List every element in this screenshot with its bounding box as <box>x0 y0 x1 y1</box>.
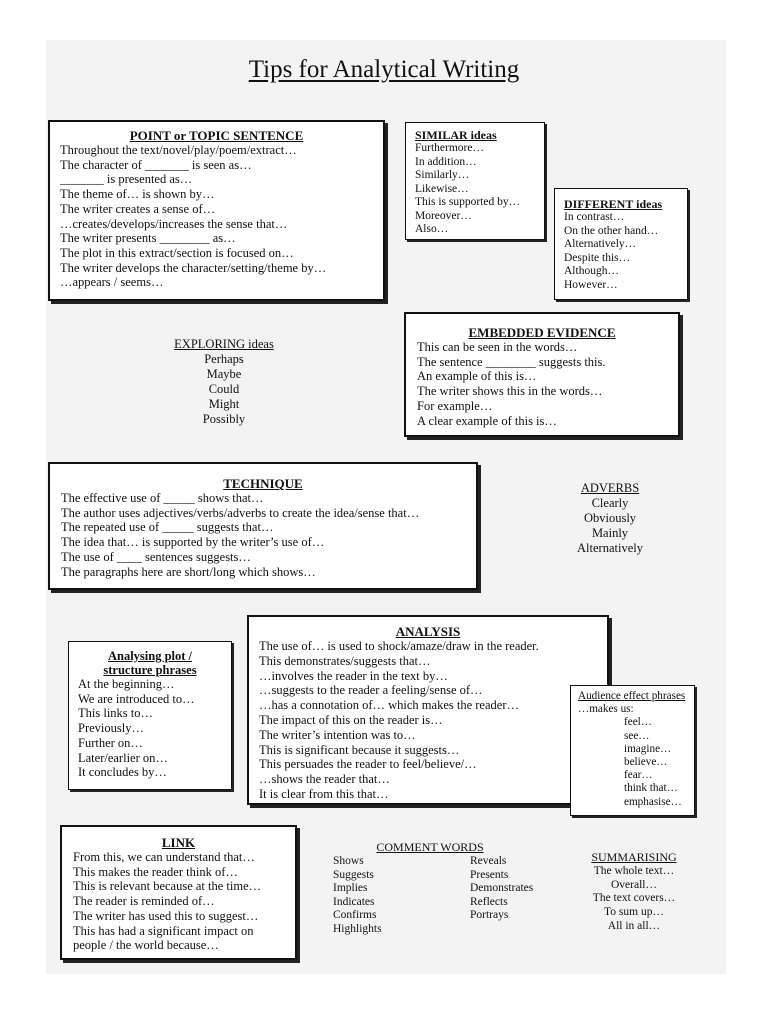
page-title: Tips for Analytical Writing <box>248 56 520 83</box>
comment-word: Shows <box>333 855 364 867</box>
point-line: Throughout the text/novel/play/poem/extract… <box>60 143 297 157</box>
technique-box <box>48 462 478 590</box>
similar-line: In addition… <box>415 155 477 168</box>
different-ideas-box <box>554 188 688 300</box>
similar-line: Furthermore… <box>415 142 484 154</box>
link-line: people / the world because… <box>73 938 219 953</box>
audience-line: fear… <box>624 769 653 782</box>
exploring-line: Perhaps <box>204 352 244 366</box>
plot-structure-box <box>68 641 232 790</box>
link-line: This makes the reader think of… <box>73 864 238 879</box>
technique-line: The effective use of _____ shows that… <box>61 491 264 505</box>
embedded-line: The sentence ________ suggests this. <box>417 354 606 369</box>
embedded-line: A clear example of this is… <box>417 413 557 428</box>
point-line: _______ is presented as… <box>60 172 193 187</box>
plot-heading-line-1: Analysing plot / <box>107 649 193 663</box>
point-heading: POINT or TOPIC SENTENCE <box>129 128 304 143</box>
analysis-line: This demonstrates/suggests that… <box>259 653 431 668</box>
comment-word: Portrays <box>470 909 509 921</box>
plot-line: We are introduced to… <box>78 691 195 706</box>
summarising-heading: SUMMARISING <box>591 850 677 864</box>
audience-effect-box <box>570 685 695 816</box>
different-line: On the other hand… <box>564 224 659 237</box>
audience-line: believe… <box>624 756 668 769</box>
technique-line: The author uses adjectives/verbs/adverbs to create the idea/sense that… <box>61 505 420 520</box>
analysis-line: The writer’s intention was to… <box>259 727 416 742</box>
adverbs-line: Alternatively <box>577 541 643 555</box>
audience-intro: …makes us: <box>578 703 634 716</box>
similar-line: Moreover… <box>415 209 472 222</box>
plot-heading-line-2: structure phrases <box>103 663 197 677</box>
comment-words-column-1 <box>333 855 382 936</box>
exploring-ideas-list <box>158 337 290 427</box>
audience-line: emphasise… <box>624 795 682 808</box>
different-line: Despite this… <box>564 251 631 264</box>
similar-heading: SIMILAR ideas <box>415 128 497 142</box>
technique-line: The repeated use of _____ suggests that… <box>61 520 274 535</box>
analysis-heading: ANALYSIS <box>395 624 461 639</box>
point-line: The writer develops the character/setting/theme by… <box>60 260 327 275</box>
similar-line: Also… <box>415 223 449 235</box>
link-heading: LINK <box>161 835 196 850</box>
plot-line: Previously… <box>78 721 144 736</box>
exploring-line: Maybe <box>206 367 242 381</box>
similar-line: This is supported by… <box>415 196 521 208</box>
analysis-line: …involves the reader in the text by… <box>259 668 448 683</box>
exploring-line: Possibly <box>202 412 246 426</box>
analysis-line: This persuades the reader to feel/believe/… <box>259 757 477 772</box>
adverbs-heading: ADVERBS <box>580 481 640 495</box>
plot-line: This links to… <box>78 706 154 721</box>
different-line: Alternatively… <box>564 238 637 251</box>
summarising-line: The text covers… <box>592 892 676 905</box>
embedded-line: The writer shows this in the words… <box>417 384 603 399</box>
embedded-line: For example… <box>417 398 493 413</box>
plot-line: Later/earlier on… <box>78 750 168 765</box>
different-line: Although… <box>564 265 619 278</box>
exploring-heading: EXPLORING ideas <box>174 337 274 351</box>
comment-words-column-2 <box>470 855 533 923</box>
summarising-line: To sum up… <box>604 906 664 919</box>
link-line: The writer has used this to suggest… <box>73 908 259 923</box>
adverbs-line: Mainly <box>591 526 629 540</box>
link-line: From this, we can understand that… <box>73 850 255 864</box>
point-line: The theme of… is shown by… <box>60 187 215 202</box>
different-line: In contrast… <box>564 211 625 223</box>
link-box <box>60 825 297 960</box>
audience-heading: Audience effect phrases <box>578 690 686 702</box>
technique-line: The idea that… is supported by the writer’s use of… <box>61 535 325 550</box>
point-line: The character of _______ is seen as… <box>60 157 252 172</box>
analysis-box <box>247 615 609 805</box>
analysis-line: The impact of this on the reader is… <box>259 712 443 727</box>
exploring-line: Might <box>208 397 240 411</box>
analysis-line: It is clear from this that… <box>259 786 389 801</box>
plot-line: Further on… <box>78 735 143 750</box>
similar-line: Similarly… <box>415 169 470 181</box>
audience-line: think that… <box>624 782 678 795</box>
comment-word: Presents <box>470 868 509 881</box>
analysis-line: The use of… is used to shock/amaze/draw in the reader. <box>259 639 539 653</box>
comment-word: Confirms <box>333 909 377 921</box>
exploring-line: Could <box>208 382 240 396</box>
comment-word: Indicates <box>333 895 375 908</box>
link-line: The reader is reminded of… <box>73 894 215 909</box>
audience-line: feel… <box>624 716 652 729</box>
technique-line: The paragraphs here are short/long which shows… <box>61 564 316 579</box>
summarising-line: Overall… <box>611 878 657 891</box>
audience-line: imagine… <box>624 742 672 755</box>
summarising-line: The whole text… <box>593 864 675 877</box>
similar-ideas-box <box>405 122 545 240</box>
different-line: However… <box>564 278 618 291</box>
adverbs-line: Clearly <box>591 496 629 510</box>
audience-line: see… <box>624 729 650 742</box>
analysis-line: This is significant because it suggests… <box>259 742 460 757</box>
point-line: The writer creates a sense of… <box>60 201 216 216</box>
plot-line: At the beginning… <box>78 677 175 691</box>
embedded-heading: EMBEDDED EVIDENCE <box>468 325 616 340</box>
adverbs-list <box>555 481 665 556</box>
plot-line: It concludes by… <box>78 765 167 780</box>
comment-word: Highlights <box>333 922 382 935</box>
embedded-line: An example of this is… <box>417 369 537 384</box>
comment-words-heading: COMMENT WORDS <box>376 840 484 854</box>
similar-line: Likewise… <box>415 182 469 195</box>
comment-word: Suggests <box>333 868 374 881</box>
analysis-line: …shows the reader that… <box>259 772 390 787</box>
point-line: …appears / seems… <box>60 275 164 290</box>
point-line: …creates/develops/increases the sense that… <box>60 216 288 231</box>
embedded-evidence-box <box>404 312 680 437</box>
comment-word: Reflects <box>470 895 508 908</box>
embedded-line: This can be seen in the words… <box>417 340 578 354</box>
comment-word: Demonstrates <box>470 882 534 894</box>
analysis-line: …suggests to the reader a feeling/sense of… <box>259 683 483 698</box>
technique-heading: TECHNIQUE <box>223 476 303 491</box>
summarising-line: All in all… <box>607 919 661 932</box>
comment-word: Implies <box>333 882 368 894</box>
different-heading: DIFFERENT ideas <box>564 197 663 211</box>
analysis-line: …has a connotation of… which makes the reader… <box>259 698 519 713</box>
point-topic-sentence-box <box>48 120 385 301</box>
adverbs-line: Obviously <box>583 511 637 525</box>
point-line: The writer presents ________ as… <box>60 231 236 246</box>
link-line: This is relevant because at the time… <box>73 879 262 894</box>
comment-word: Reveals <box>470 855 507 867</box>
technique-line: The use of ____ sentences suggests… <box>61 549 251 564</box>
summarising-list <box>574 851 694 934</box>
link-line: This has had a significant impact on <box>73 923 254 938</box>
point-line: The plot in this extract/section is focused on… <box>60 245 294 260</box>
